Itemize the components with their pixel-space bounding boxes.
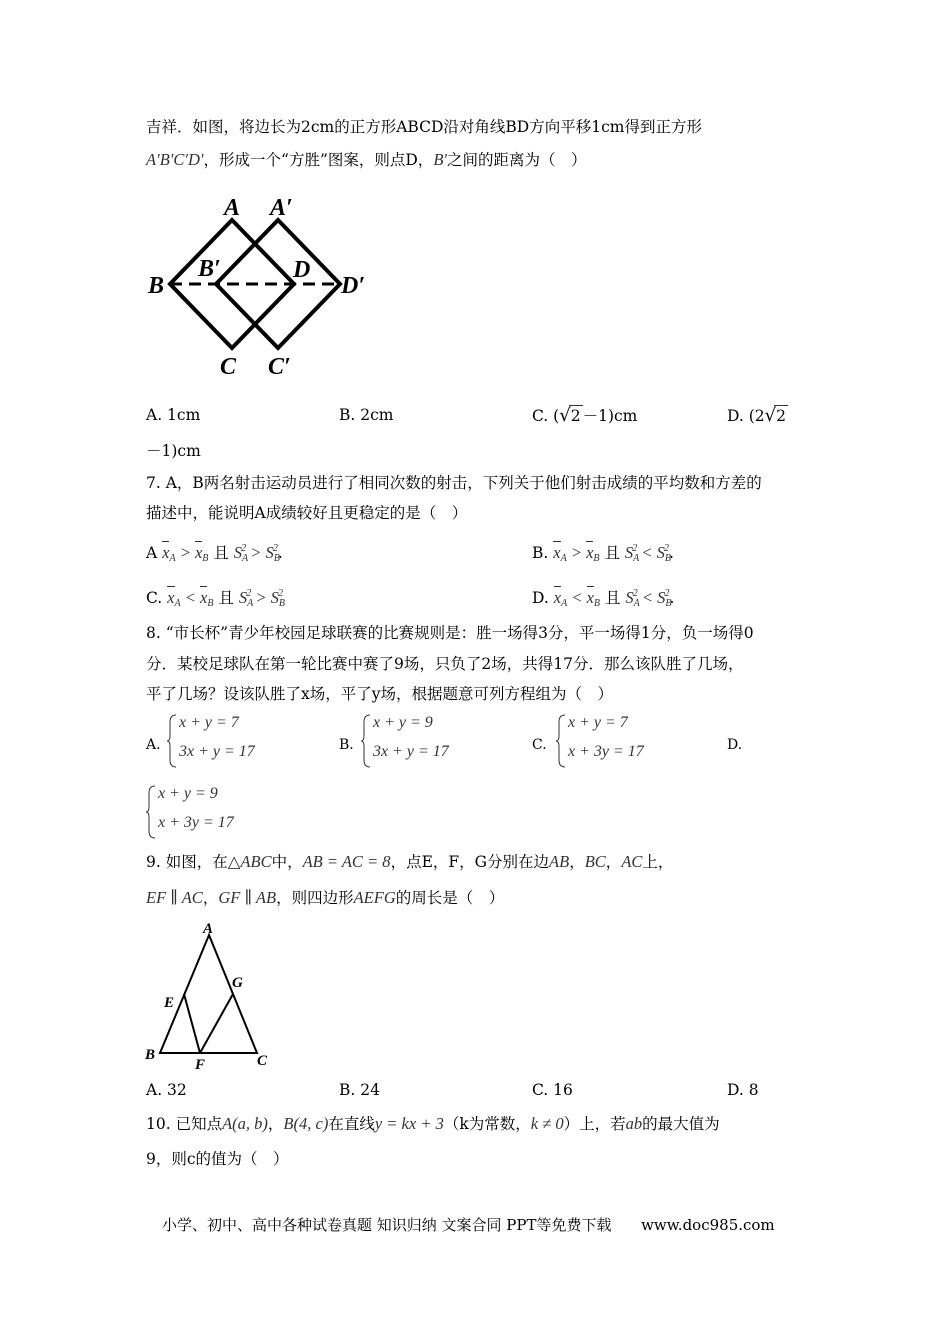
q6-option-d-wrap: －1)cm: [146, 442, 201, 460]
label-D: D: [293, 257, 311, 283]
label-G: G: [232, 975, 243, 991]
segment-ef: [184, 994, 200, 1053]
q9-option-c: C. 16: [532, 1081, 573, 1099]
q8-stem-line2: 分．某校足球队在第一轮比赛中赛了9场，只负了2场，共得17分．那么该队胜了几场，: [146, 655, 744, 673]
label-B-prime: B′: [198, 256, 221, 282]
label-C: C: [220, 354, 237, 380]
q6-option-c: C. (√2 －1)cm: [532, 405, 638, 426]
q10-stem-line2: 9，则c的值为（ ）: [146, 1150, 289, 1168]
q10-stem-line1: 10. 已知点A(a, b)，B(4, c)在直线y = kx + 3（k为常数，k ≠ 0）上，若ab的最大值为: [146, 1114, 720, 1133]
q7-stem-line1: 7. A，B两名射击运动员进行了相同次数的射击，下列关于他们射击成绩的平均数和方差的: [146, 474, 762, 492]
q8-option-d-label: D.: [727, 737, 743, 753]
triangle-abc: [160, 935, 257, 1053]
label-A: A: [224, 195, 241, 221]
page-footer: [162, 1214, 775, 1235]
q6-square-label: A′B′C′D′: [146, 150, 204, 169]
q8-option-a-label: A.: [146, 737, 161, 753]
q6-stem-line1: 吉祥．如图，将边长为2cm的正方形ABCD沿对角线BD方向平移1cm得到正方形: [146, 118, 702, 136]
label-B: B: [148, 273, 165, 299]
q7-option-d: D. $x_A < x_B$ 且 $S_A^2 < S_B^2$.: [532, 588, 675, 609]
label-C: C: [257, 1053, 268, 1069]
q6-option-a: A. 1cm: [146, 406, 201, 424]
q6-point-label: B′: [433, 150, 448, 169]
q9-stem-line1: 9. 如图，在△ABC中，AB = AC = 8，点E，F，G分别在边AB，BC，AC上，: [146, 852, 674, 871]
q7-option-b: B. $x_A > x_B$ 且 $S_A^2 < S_B^2$.: [532, 543, 674, 564]
label-F: F: [195, 1057, 206, 1073]
q9-triangle-figure: [140, 915, 280, 1075]
q7-option-a: A $x_A > x_B$ 且 $S_A^2 > S_B^2$.: [146, 543, 283, 564]
label-A-prime: A′: [270, 195, 293, 221]
q8-stem-line1: 8. “市长杯”青少年校园足球联赛的比赛规则是：胜一场得3分，平一场得1分，负一场得0: [146, 624, 754, 642]
q9-option-a: A. 32: [146, 1081, 187, 1099]
q6-fangsheng-figure: [140, 190, 390, 380]
q8-stem-line3: 平了几场？设该队胜了x场，平了y场，根据题意可列方程组为（ ）: [146, 685, 614, 703]
q8-option-c-label: C.: [532, 737, 547, 753]
q6-option-b: B. 2cm: [339, 406, 394, 424]
q9-stem-line2: EF ∥ AC，GF ∥ AB，则四边形AEFG的周长是（ ）: [146, 888, 505, 907]
q9-option-b: B. 24: [339, 1081, 380, 1099]
label-B: B: [145, 1047, 156, 1063]
label-D-prime: D′: [341, 273, 366, 299]
q7-stem-line2: 描述中，能说明A成绩较好且更稳定的是（ ）: [146, 504, 468, 522]
q6-option-d: D. (2√2: [727, 405, 786, 426]
footer-url[interactable]: www.doc985.com: [641, 1216, 775, 1234]
q8-option-b-label: B.: [339, 737, 354, 753]
footer-text: 小学、初中、高中各种试卷真题 知识归纳 文案合同 PPT等免费下载: [162, 1216, 612, 1234]
q6-stem-line2: A′B′C′D′，形成一个“方胜”图案，则点D，B′之间的距离为（ ）: [146, 150, 587, 169]
label-C-prime: C′: [268, 354, 291, 380]
label-E: E: [164, 995, 175, 1011]
q7-option-c: C. $x_A < x_B$ 且 $S_A^2 > S_B^2$: [146, 588, 285, 609]
label-A: A: [203, 921, 214, 937]
q9-option-d: D. 8: [727, 1081, 759, 1099]
segment-gf: [200, 994, 233, 1053]
